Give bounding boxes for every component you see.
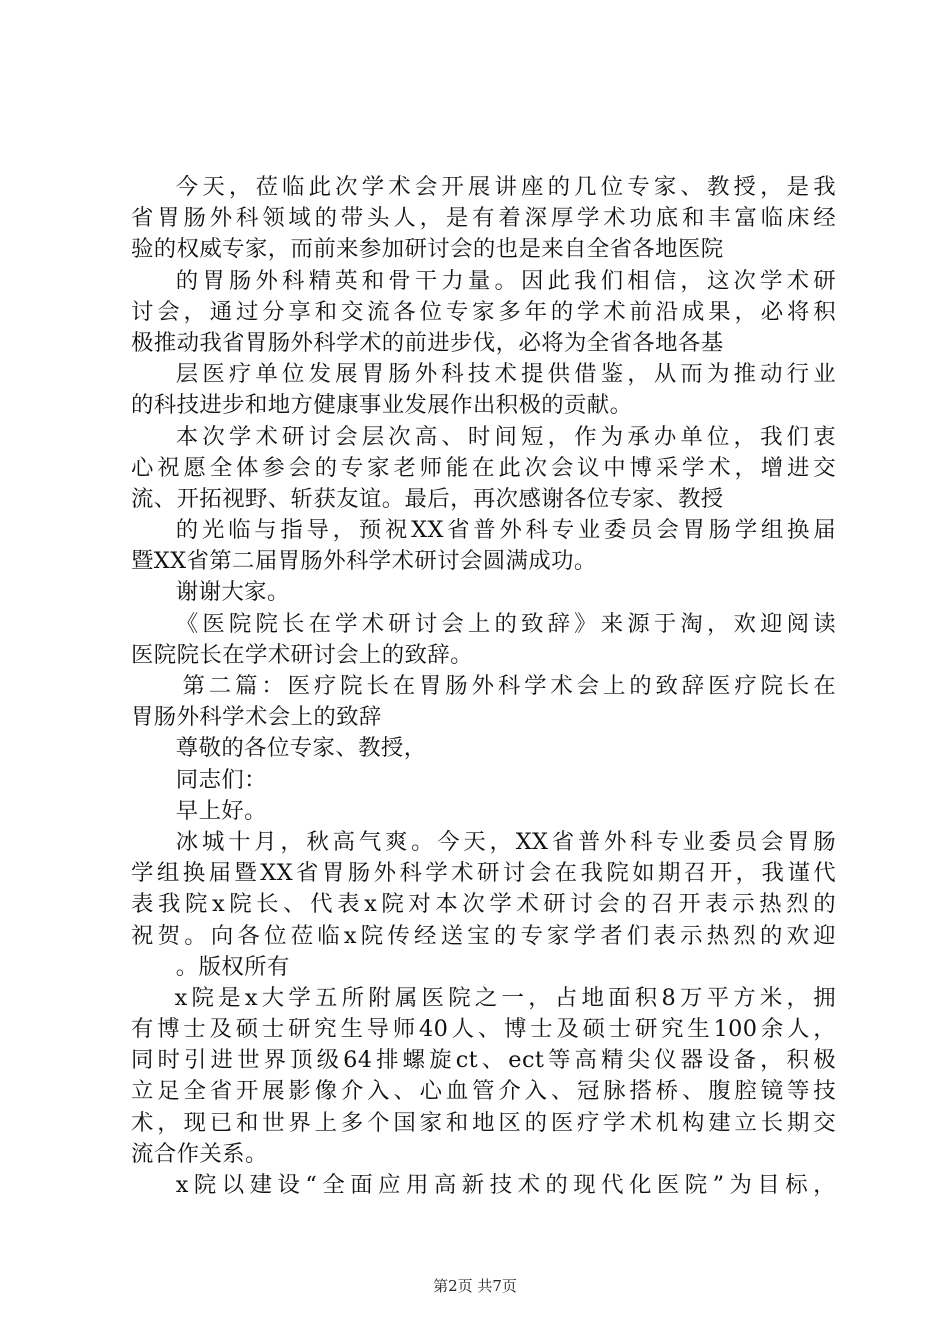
text-line: 同志们： — [175, 766, 267, 793]
text-line: 讨会，通过分享和交流各位专家多年的学术前沿成果，必将积 — [131, 298, 836, 325]
page-footer: 第2页 共7页 — [433, 1277, 517, 1295]
text-line: 的科技进步和地方健康事业发展作出积极的贡献。 — [131, 392, 633, 419]
text-line: 同时引进世界顶级64排螺旋ct、ect等高精尖仪器设备，积极 — [131, 1047, 836, 1074]
text-line: 层医疗单位发展胃肠外科技术提供借鉴，从而为推动行业 — [175, 361, 836, 388]
text-line: 。版权所有 — [175, 953, 290, 980]
text-line: 有博士及硕士研究生导师40人、博士及硕士研究生100余人， — [131, 1016, 836, 1043]
text-line: 早上好。 — [175, 797, 267, 824]
text-line: 《医院院长在学术研讨会上的致辞》来源于淘，欢迎阅读 — [175, 610, 836, 637]
text-line: 心祝愿全体参会的专家老师能在此次会议中博采学术，增进交 — [131, 454, 836, 481]
text-line: 尊敬的各位专家、教授， — [175, 735, 427, 762]
text-line: 学组换届暨XX省胃肠外科学术研讨会在我院如期召开，我谨代 — [131, 860, 836, 887]
text-line: 的光临与指导，预祝XX省普外科专业委员会胃肠学组换届 — [175, 517, 836, 544]
text-line: 表我院x院长、代表x院对本次学术研讨会的召开表示热烈的 — [131, 891, 836, 918]
text-line: 本次学术研讨会层次高、时间短，作为承办单位，我们衷 — [175, 423, 836, 450]
text-line: 胃肠外科学术会上的致辞 — [131, 704, 382, 731]
text-line: 冰城十月，秋高气爽。今天，XX省普外科专业委员会胃肠 — [175, 828, 836, 855]
text-line: 流、开拓视野、斩获友谊。最后，再次感谢各位专家、教授 — [131, 485, 724, 512]
text-line: 流合作关系。 — [131, 1140, 268, 1167]
text-line: x院是x大学五所附属医院之一，占地面积8万平方米，拥 — [174, 984, 836, 1011]
text-line: 医院院长在学术研讨会上的致辞。 — [131, 641, 473, 668]
text-line: 术，现已和世界上多个国家和地区的医疗学术机构建立长期交 — [131, 1109, 836, 1136]
text-line: 立足全省开展影像介入、心血管介入、冠脉搭桥、腹腔镜等技 — [131, 1078, 836, 1105]
text-line: 的胃肠外科精英和骨干力量。因此我们相信，这次学术研 — [175, 267, 836, 294]
text-line: 祝贺。向各位莅临x院传经送宝的专家学者们表示热烈的欢迎 — [131, 922, 836, 949]
text-line: 第二篇：医疗院长在胃肠外科学术会上的致辞医疗院长在 — [182, 673, 836, 699]
text-line: 验的权威专家，而前来参加研讨会的也是来自全省各地医院 — [131, 236, 724, 263]
document-body — [131, 172, 836, 1201]
text-line: 今天，莅临此次学术会开展讲座的几位专家、教授，是我 — [175, 174, 836, 200]
text-line: 谢谢大家。 — [175, 579, 290, 606]
text-line: 极推动我省胃肠外科学术的前进步伐，必将为全省各地各基 — [131, 329, 724, 356]
text-line: 暨XX省第二届胃肠外科学术研讨会圆满成功。 — [131, 548, 597, 575]
text-line: x院以建设“全面应用高新技术的现代化医院”为目标， — [175, 1172, 836, 1198]
text-line: 省胃肠外科领域的带头人，是有着深厚学术功底和丰富临床经 — [131, 205, 836, 232]
